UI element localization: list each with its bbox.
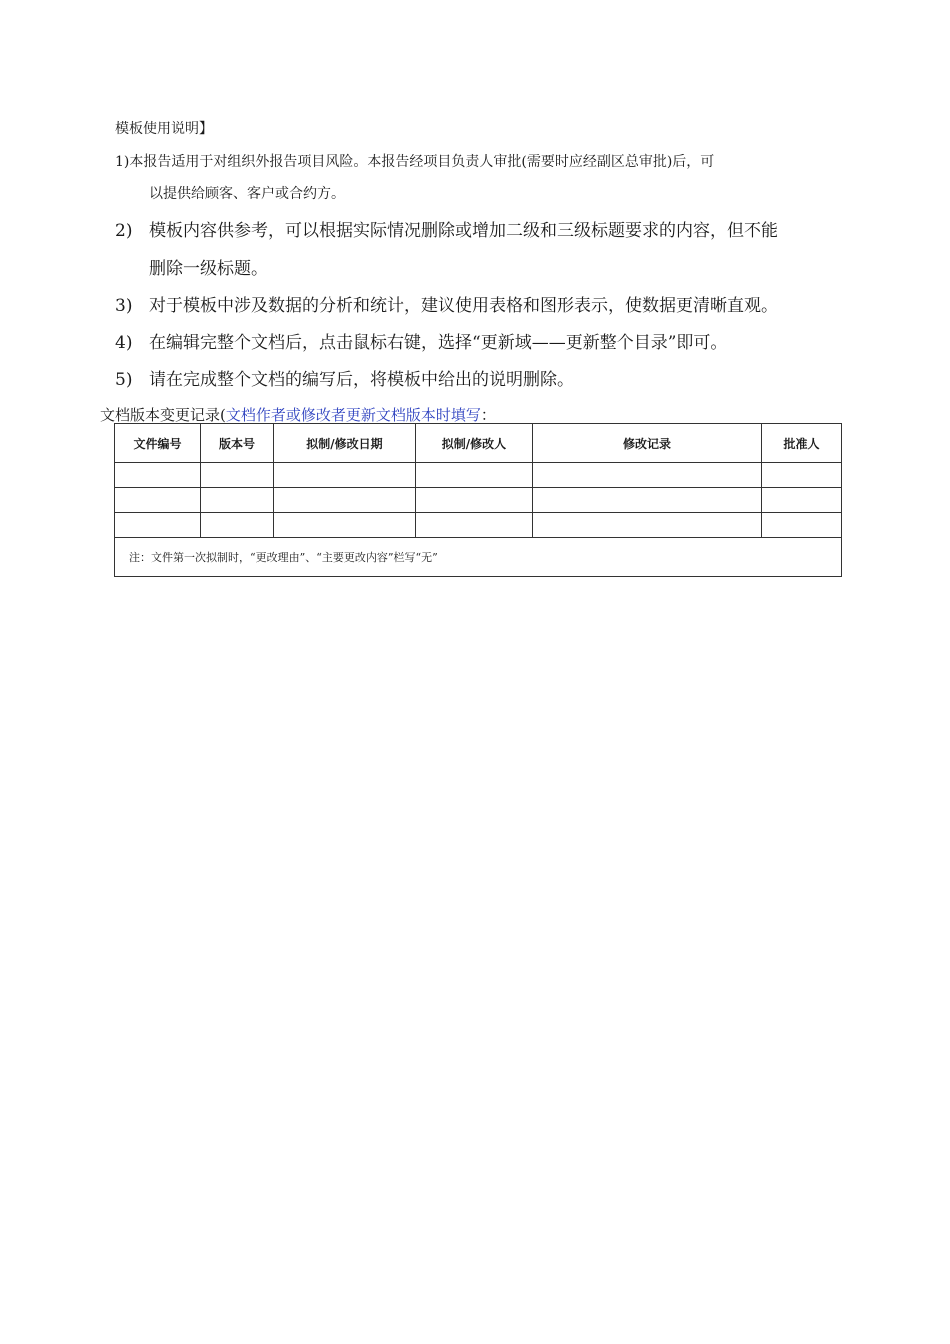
column-header-change-record: 修改记录	[533, 424, 762, 463]
version-record-table	[114, 423, 842, 577]
table-row	[115, 463, 842, 488]
version-record-title	[100, 404, 496, 425]
instruction-item-2	[115, 216, 778, 241]
table-cell[interactable]	[762, 488, 842, 513]
table-cell[interactable]	[762, 513, 842, 538]
table-cell[interactable]	[762, 463, 842, 488]
table-cell[interactable]	[115, 488, 201, 513]
table-cell[interactable]	[274, 513, 416, 538]
instruction-number: 4)	[115, 333, 133, 353]
column-header-author: 拟制/修改人	[416, 424, 533, 463]
table-note-row	[115, 538, 842, 577]
table-cell[interactable]	[533, 513, 762, 538]
table-cell[interactable]	[115, 513, 201, 538]
instruction-number: 5)	[115, 370, 133, 390]
instruction-text: 模板内容供参考，可以根据实际情况删除或增加二级和三级标题要求的内容，但不能	[149, 221, 778, 241]
instructions-heading: 模板使用说明】	[115, 121, 213, 137]
instruction-item-5	[115, 365, 574, 390]
table-row	[115, 488, 842, 513]
table-cell[interactable]	[274, 463, 416, 488]
table-cell[interactable]	[201, 463, 274, 488]
instruction-item-1-continuation: 以提供给顾客、客户或合约方。	[149, 186, 345, 202]
table-cell[interactable]	[416, 513, 533, 538]
table-cell[interactable]	[115, 463, 201, 488]
table-row	[115, 513, 842, 538]
version-record-title-text: 文档版本变更记录(	[100, 406, 226, 424]
table-cell[interactable]	[533, 463, 762, 488]
instruction-item-3	[115, 291, 778, 316]
column-header-file-number: 文件编号	[115, 424, 201, 463]
instruction-item-2-continuation: 删除一级标题。	[149, 259, 268, 279]
instruction-text: 本报告适用于对组织外报告项目风险。本报告经项目负责人审批(需要时应经副区总审批)后，可	[129, 154, 715, 170]
instruction-text: 在编辑完整个文档后，点击鼠标右键，选择“更新域——更新整个目录”即可。	[149, 333, 728, 353]
version-record-hint: 文档作者或修改者更新文档版本时填写	[225, 406, 481, 424]
instruction-number: 2)	[115, 221, 133, 241]
instruction-item-4	[115, 328, 727, 353]
column-header-date: 拟制/修改日期	[274, 424, 416, 463]
version-record-colon: ：	[480, 406, 496, 424]
table-cell[interactable]	[416, 463, 533, 488]
instruction-number: 3)	[115, 296, 133, 316]
instruction-text: 请在完成整个文档的编写后，将模板中给出的说明删除。	[149, 370, 574, 390]
table-cell[interactable]	[201, 513, 274, 538]
instruction-item-1	[115, 151, 714, 171]
table-header-row	[115, 424, 842, 463]
column-header-approver: 批准人	[762, 424, 842, 463]
table-cell[interactable]	[533, 488, 762, 513]
instruction-text: 对于模板中涉及数据的分析和统计，建议使用表格和图形表示，使数据更清晰直观。	[149, 296, 778, 316]
table-cell[interactable]	[274, 488, 416, 513]
table-cell[interactable]	[201, 488, 274, 513]
table-cell[interactable]	[416, 488, 533, 513]
column-header-version: 版本号	[201, 424, 274, 463]
instruction-number: 1)	[115, 154, 130, 170]
table-note: 注：文件第一次拟制时，“更改理由”、“主要更改内容”栏写“无”	[115, 538, 842, 577]
